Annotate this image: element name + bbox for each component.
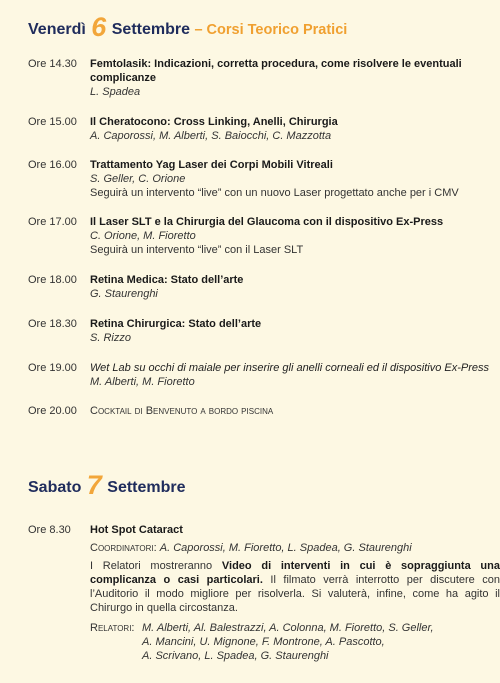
session-title: Femtolasik: Indicazioni, corretta procedura, come risolvere le eventuali complicanze [90, 58, 462, 84]
session-speakers: C. Orione, M. Fioretto [90, 230, 196, 242]
session-title: Il Cheratocono: Cross Linking, Anelli, Chirurgia [90, 116, 338, 128]
session-speakers: G. Staurenghi [90, 288, 158, 300]
session-title: Il Laser SLT e la Chirurgia del Glaucoma con il dispositivo Ex-Press [90, 216, 444, 228]
saturday-day: Sabato [28, 479, 82, 496]
session-title: Wet Lab su occhi di maiale per inserire gli anelli corneali ed il dispositivo Ex-Press [90, 362, 490, 374]
session-speakers: A. Caporossi, M. Alberti, S. Baiocchi, C. Mazzotta [90, 130, 332, 142]
description-part-2: Il filmato verrà interrotto per discutere con l’Auditorio il modo migliore per risolverla. Si valuterà, infine, come ha agito il Chirurgo in quella circostanza. [90, 574, 500, 614]
session-time: Ore 15.00 [28, 116, 77, 128]
session-title: Hot Spot Cataract [90, 524, 183, 536]
coordinators-label: Coordinatori: [90, 542, 157, 554]
session-title: Trattamento Yag Laser dei Corpi Mobili Vitreali [90, 159, 333, 171]
speakers-label: Relatori: [90, 622, 135, 634]
session-time: Ore 20.00 [28, 405, 77, 417]
session-note: Seguirà un intervento “live” con il Laser SLT [90, 244, 304, 256]
session-time: Ore 19.00 [28, 362, 77, 374]
session-time: Ore 8.30 [28, 524, 71, 536]
coordinators-names: A. Caporossi, M. Fioretto, L. Spadea, G. Staurenghi [159, 542, 412, 554]
session-time: Ore 14.30 [28, 58, 77, 70]
saturday-heading [28, 470, 186, 501]
coordinators [90, 541, 500, 555]
session-title: Cocktail di Benvenuto a bordo piscina [90, 405, 274, 417]
speakers-block [90, 621, 500, 663]
session-time: Ore 16.00 [28, 159, 77, 171]
speakers-line: A. Mancini, U. Mignone, F. Montrone, A. Pascotto, [142, 636, 385, 648]
friday-heading [28, 12, 347, 43]
friday-date-number: 6 [91, 12, 107, 42]
speakers-line: A. Scrivano, L. Spadea, G. Staurenghi [142, 650, 329, 662]
session-note: Seguirà un intervento “live” con un nuovo Laser progettato anche per i CMV [90, 187, 459, 199]
session-time: Ore 18.30 [28, 318, 77, 330]
speakers-line: M. Alberti, Al. Balestrazzi, A. Colonna, M. Fioretto, S. Geller, [142, 622, 434, 634]
description-part-1: I Relatori mostreranno [90, 560, 222, 572]
saturday-month: Settembre [107, 479, 186, 496]
friday-day: Venerdì [28, 21, 86, 38]
description-highlight: Video di interventi in cui è sopraggiunta una complicanza o casi particolari. [90, 560, 500, 586]
friday-month: Settembre [111, 21, 190, 38]
session-speakers: S. Rizzo [90, 332, 131, 344]
session-description [90, 559, 500, 615]
session-time: Ore 17.00 [28, 216, 77, 228]
friday-subtitle: – Corsi Teorico Pratici [194, 22, 348, 38]
session-speakers: M. Alberti, M. Fioretto [90, 376, 195, 388]
session-time: Ore 18.00 [28, 274, 77, 286]
session-speakers: L. Spadea [90, 86, 141, 98]
saturday-date-number: 7 [86, 470, 102, 500]
session-title: Retina Chirurgica: Stato dell’arte [90, 318, 262, 330]
session-title: Retina Medica: Stato dell’arte [90, 274, 244, 286]
session-speakers: S. Geller, C. Orione [90, 173, 186, 185]
